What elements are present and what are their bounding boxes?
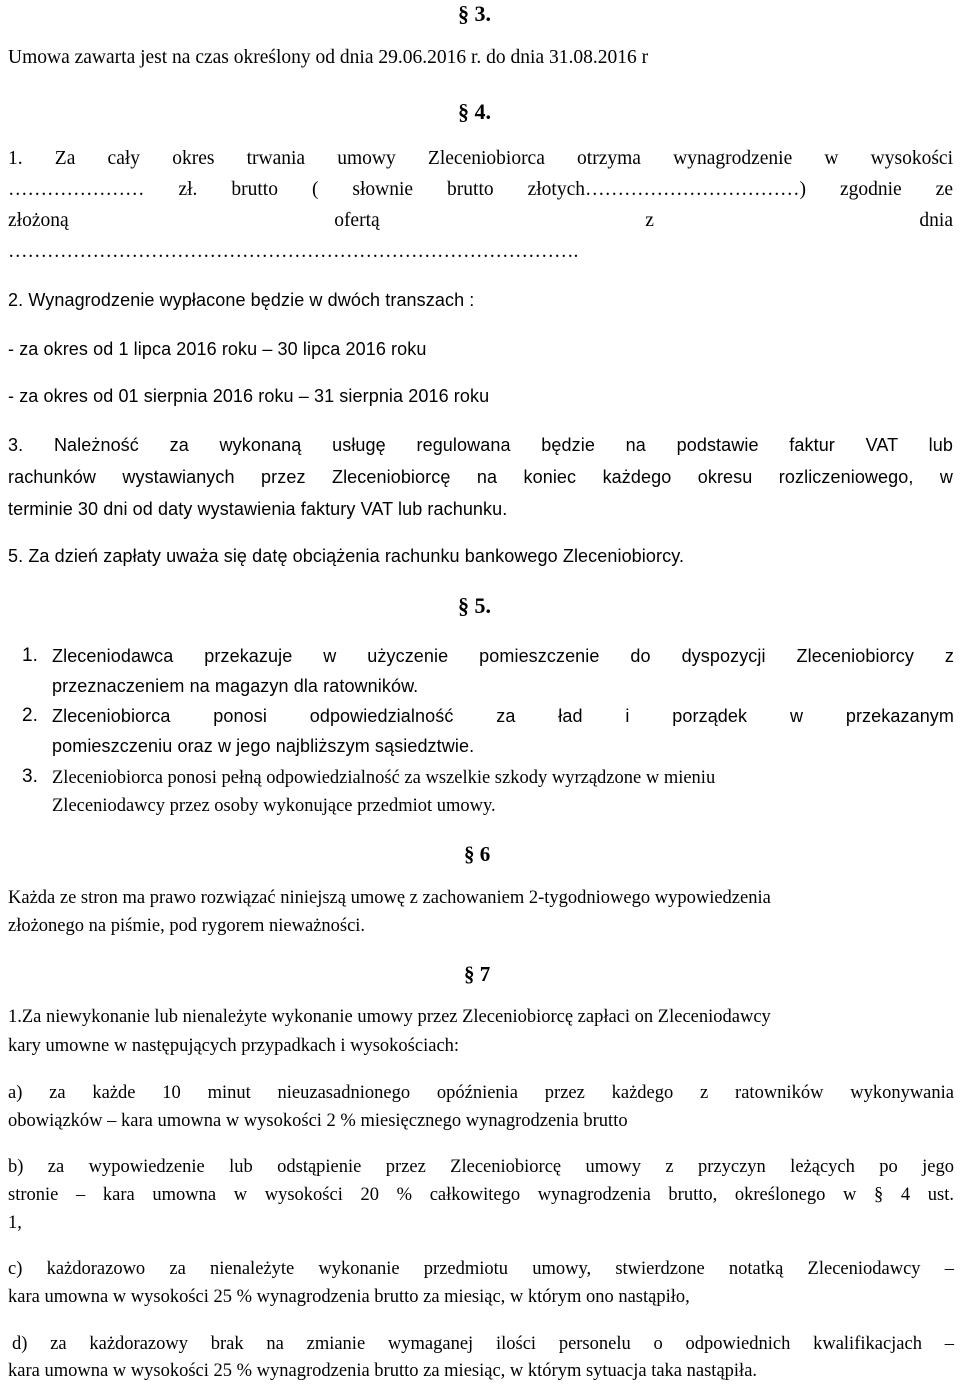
section-5-item-3-line2: Zleceniodawcy przez osoby wykonujące przedmiot umowy. <box>52 796 496 816</box>
section-7-item-b-line2: stronie – kara umowna w wysokości 20 % całkowitego wynagrodzenia brutto, określonego w § 4 ust. <box>8 1185 954 1205</box>
section-6-line1: Każda ze stron ma prawo rozwiązać niniejszą umowę z zachowaniem 2-tygodniowego wypowiedzenia <box>8 888 771 908</box>
section-5-item-2-line2: pomieszczeniu oraz w jego najbliższym sąsiedztwie. <box>52 736 475 756</box>
section-7-item-b-line3: 1, <box>8 1213 22 1233</box>
section-7-item-a-line2: obowiązków – kara umowna w wysokości 2 % miesięcznego wynagrodzenia brutto <box>8 1111 628 1131</box>
section-3-text: Umowa zawarta jest na czas określony od dnia 29.06.2016 r. do dnia 31.08.2016 r <box>8 47 649 68</box>
section-4-p1-line1: 1. Za cały okres trwania umowy Zleceniobiorca otrzyma wynagrodzenie w wysokości <box>8 148 953 169</box>
section-7-intro-line2: kary umowne w następujących przypadkach i wysokościach: <box>8 1036 460 1056</box>
section-7-item-b-line1: b) za wypowiedzenie lub odstąpienie przez Zleceniobiorcę umowy z przyczyn leżących po jego <box>8 1157 954 1177</box>
section-4-p3-line2: rachunków wystawianych przez Zleceniobiorcę na koniec każdego okresu rozliczeniowego, w <box>8 467 953 487</box>
section-7-intro-line1: 1.Za niewykonanie lub nienależyte wykonanie umowy przez Zleceniobiorcę zapłaci on Zleceniodawcy <box>8 1007 771 1027</box>
section-4-p2-item-b: - za okres od 01 sierpnia 2016 roku – 31 sierpnia 2016 roku <box>8 386 490 406</box>
section-5-item-3-number: 3. <box>22 766 38 787</box>
section-4-p3-line1: 3. Należność za wykonaną usługę regulowana będzie na podstawie faktur VAT lub <box>8 435 953 455</box>
section-7-item-c-line1: c) każdorazowo za nienależyte wykonanie przedmiotu umowy, stwierdzone notatką Zleceniodawcy – <box>8 1259 954 1279</box>
section-4-p3-line3: terminie 30 dni od daty wystawienia faktury VAT lub rachunku. <box>8 499 508 519</box>
section-5-item-2-number: 2. <box>22 705 38 726</box>
section-6-line2: złożonego na piśmie, pod rygorem nieważności. <box>8 916 366 936</box>
section-4-p2: 2. Wynagrodzenie wypłacone będzie w dwóch transzach : <box>8 290 475 310</box>
section-5-item-2-line1: Zleceniobiorca ponosi odpowiedzialność za ład i porządek w przekazanym <box>52 706 954 726</box>
section-7-item-a-line1: a) za każde 10 minut nieuzasadnionego opóźnienia przez każdego z ratowników wykonywania <box>8 1083 954 1103</box>
section-3-heading: § 3. <box>458 1 491 26</box>
section-4-p1-line3: złożoną ofertą z dnia <box>8 210 953 231</box>
section-5-item-3-line1: Zleceniobiorca ponosi pełną odpowiedzialność za wszelkie szkody wyrządzone w mieniu <box>52 768 716 788</box>
section-7-heading: § 7 <box>464 962 491 986</box>
section-5-heading: § 5. <box>458 593 491 618</box>
section-5-item-1-line1: Zleceniodawca przekazuje w użyczenie pomieszczenie do dyspozycji Zleceniobiorcy z <box>52 646 954 666</box>
section-4-heading: § 4. <box>458 99 491 124</box>
section-5-item-1-line2: przeznaczeniem na magazyn dla ratowników. <box>52 676 419 696</box>
section-7-item-d-line2: kara umowna w wysokości 25 % wynagrodzenia brutto za miesiąc, w którym sytuacja taka nastąpiła. <box>8 1361 758 1381</box>
section-4-p5: 5. Za dzień zapłaty uważa się datę obciążenia rachunku bankowego Zleceniobiorcy. <box>8 546 685 566</box>
section-4-p2-item-a: - za okres od 1 lipca 2016 roku – 30 lipca 2016 roku <box>8 339 427 359</box>
section-7-item-d-line1: d) za każdorazowy brak na zmianie wymaganej ilości personelu o odpowiednich kwalifikacjach – <box>12 1334 954 1354</box>
section-4-p1-line2: ………………… zł. brutto ( słownie brutto złotych……………………………) zgodnie ze <box>8 179 953 200</box>
section-6-heading: § 6 <box>464 842 491 866</box>
section-4-p1-line4: ……………………………………………………………………………. <box>8 241 579 262</box>
section-7-item-c-line2: kara umowna w wysokości 25 % wynagrodzenia brutto za miesiąc, w którym ono nastąpiło, <box>8 1287 690 1307</box>
section-5-item-1-number: 1. <box>22 645 38 666</box>
